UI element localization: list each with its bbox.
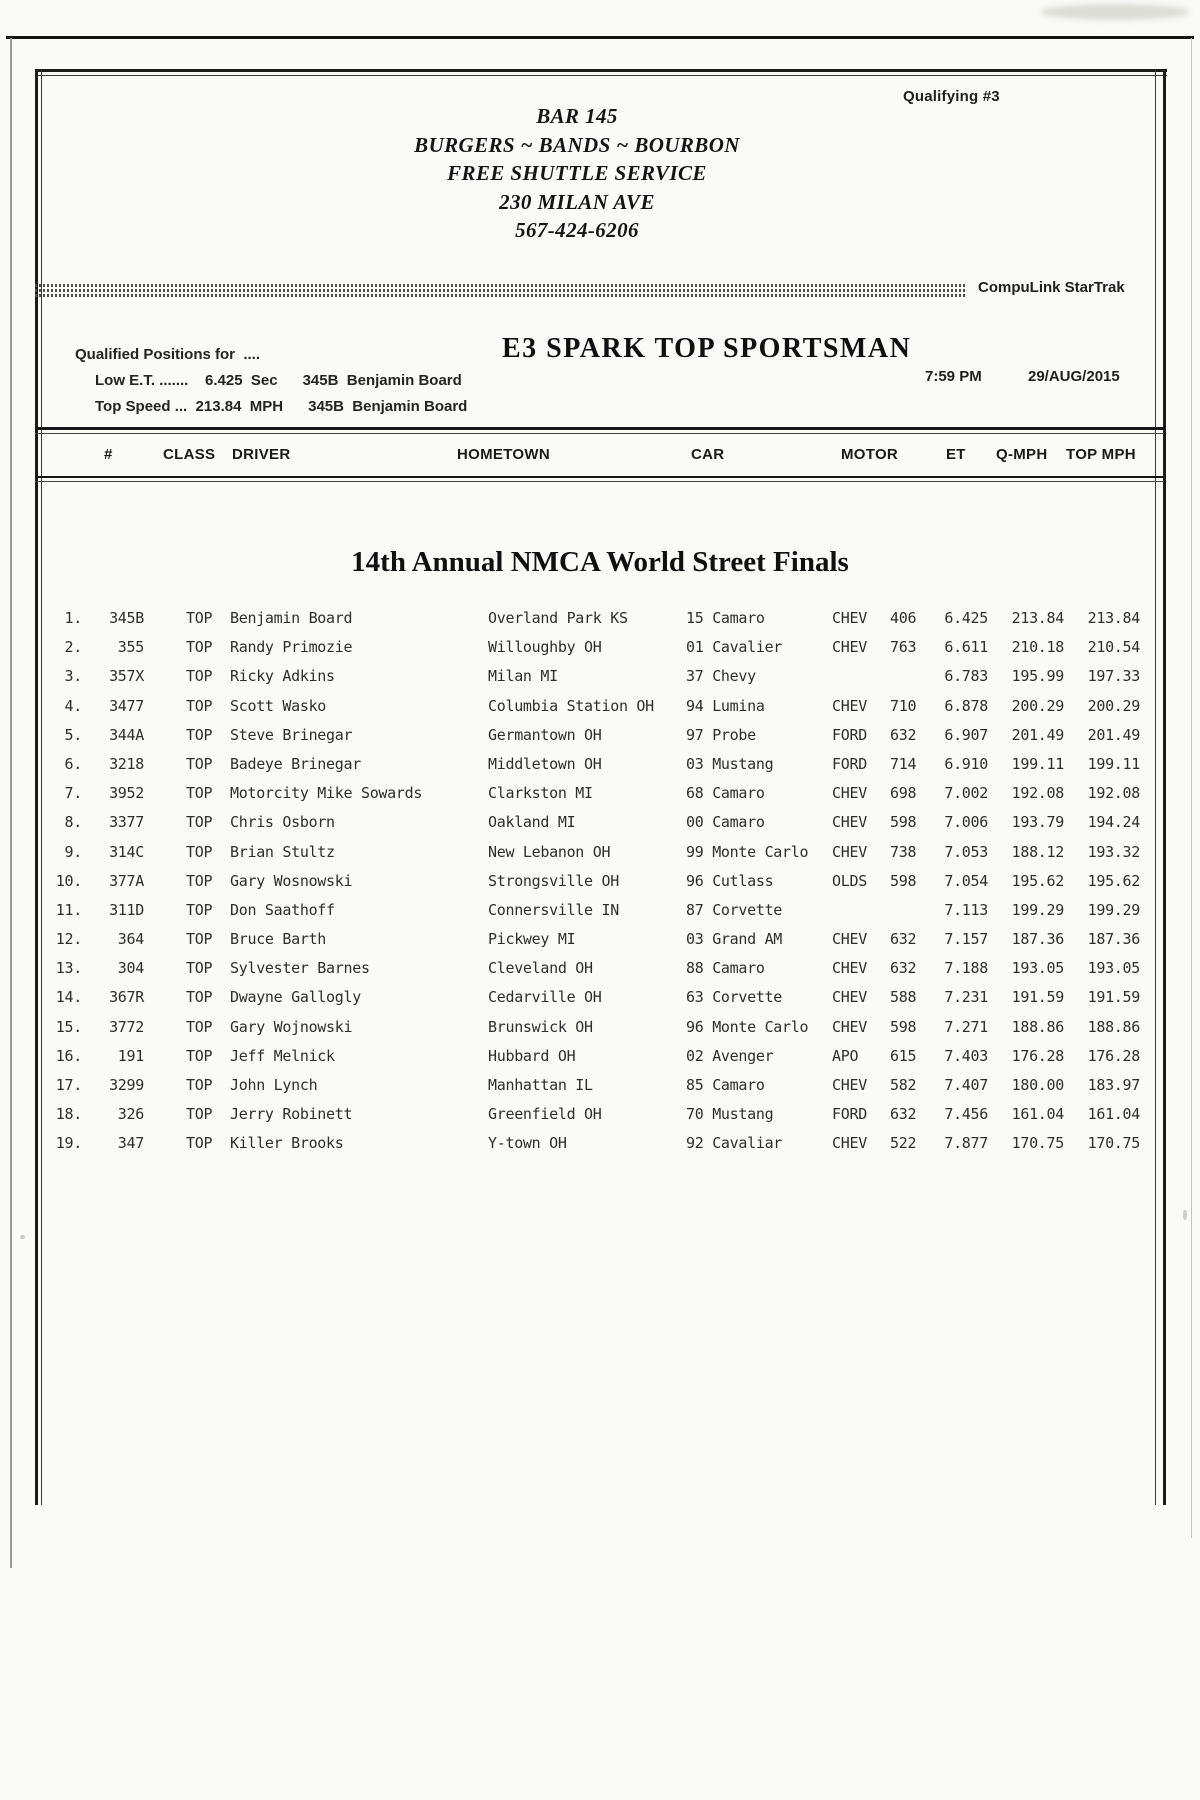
cell-make: CHEV xyxy=(832,959,867,978)
scan-edge-top xyxy=(6,36,1194,39)
cell-top: 183.97 xyxy=(1087,1076,1140,1094)
table-row xyxy=(40,1018,1140,1047)
cell-driver: Benjamin Board xyxy=(230,609,353,627)
cell-num: 326 xyxy=(117,1105,144,1124)
cell-car: 92 Cavaliar xyxy=(686,1134,783,1153)
cell-qmph: 213.84 xyxy=(1011,609,1064,627)
cell-hometown: Cedarville OH xyxy=(488,988,602,1007)
venue-name: BAR 145 xyxy=(536,104,618,128)
cell-hometown: Willoughby OH xyxy=(488,638,602,657)
event-title: 14th Annual NMCA World Street Finals xyxy=(351,546,849,578)
low-et-line: Low E.T. ....... 6.425 Sec 345B Benjamin Board xyxy=(95,372,462,389)
cell-qmph: 210.18 xyxy=(1011,638,1064,657)
cell-cls: TOP xyxy=(186,667,213,686)
cell-top: 176.28 xyxy=(1087,1046,1140,1065)
cell-car: 70 Mustang xyxy=(686,1105,774,1124)
cell-et: 7.188 xyxy=(944,959,988,978)
cell-hometown: Manhattan IL xyxy=(488,1076,593,1094)
cell-size: 632 xyxy=(890,930,917,949)
cell-make: CHEV xyxy=(832,609,867,627)
cell-driver: Jeff Melnick xyxy=(230,1046,335,1065)
scan-artifact xyxy=(1040,4,1190,20)
qualifying-session-label: Qualifying #3 xyxy=(903,88,1000,105)
cell-et: 6.910 xyxy=(944,754,988,773)
cell-cls: TOP xyxy=(186,638,213,657)
cell-qmph: 195.62 xyxy=(1011,871,1064,890)
cell-car: 96 Monte Carlo xyxy=(686,1017,809,1036)
scan-artifact xyxy=(20,1235,25,1239)
cell-top: 161.04 xyxy=(1087,1105,1140,1124)
cell-make: CHEV xyxy=(832,696,867,715)
cell-num: 367R xyxy=(109,988,144,1007)
col-header-qmph: Q-MPH xyxy=(996,446,1048,463)
col-header-et: ET xyxy=(946,446,966,463)
cell-size: 406 xyxy=(890,609,917,627)
cell-car: 15 Camaro xyxy=(686,609,765,627)
cell-size: 598 xyxy=(890,871,917,890)
cell-cls: TOP xyxy=(186,609,213,627)
cell-top: 188.86 xyxy=(1087,1017,1140,1036)
cell-num: 311D xyxy=(109,900,144,919)
table-row xyxy=(40,813,1140,842)
cell-size: 763 xyxy=(890,638,917,657)
cell-car: 88 Camaro xyxy=(686,959,765,978)
cell-top: 199.29 xyxy=(1087,900,1140,919)
cell-size: 632 xyxy=(890,725,917,744)
cell-cls: TOP xyxy=(186,784,213,803)
table-row xyxy=(40,1047,1140,1076)
cell-qmph: 201.49 xyxy=(1011,725,1064,744)
page-border-right xyxy=(1163,69,1166,1505)
cell-qmph: 192.08 xyxy=(1011,784,1064,803)
cell-cls: TOP xyxy=(186,900,213,919)
cell-hometown: Columbia Station OH xyxy=(488,696,654,715)
page-border-top-inner xyxy=(35,75,1167,76)
cell-driver: Badeye Brinegar xyxy=(230,754,361,773)
cell-size: 710 xyxy=(890,696,917,715)
venue-address: 230 MILAN AVE xyxy=(499,189,655,214)
cell-et: 7.456 xyxy=(944,1105,988,1124)
cell-car: 96 Cutlass xyxy=(686,871,774,890)
cell-top: 200.29 xyxy=(1087,696,1140,715)
cell-size: 588 xyxy=(890,988,917,1007)
cell-car: 97 Probe xyxy=(686,725,756,744)
cell-pos: 1. xyxy=(64,609,82,627)
cell-et: 7.053 xyxy=(944,842,988,861)
cell-cls: TOP xyxy=(186,959,213,978)
table-rule xyxy=(35,476,1164,478)
cell-hometown: Oakland MI xyxy=(488,813,576,832)
col-header-hometown: HOMETOWN xyxy=(457,446,550,463)
cell-make: CHEV xyxy=(832,784,867,803)
cell-top: 199.11 xyxy=(1087,754,1140,773)
results-rows xyxy=(40,609,1140,1164)
cell-size: 582 xyxy=(890,1076,917,1094)
cell-hometown: Milan MI xyxy=(488,667,558,686)
cell-hometown: Overland Park KS xyxy=(488,609,628,627)
cell-car: 63 Corvette xyxy=(686,988,783,1007)
cell-cls: TOP xyxy=(186,1134,213,1153)
table-row xyxy=(40,988,1140,1017)
venue-phone: 567-424-6206 xyxy=(515,218,639,242)
cell-car: 68 Camaro xyxy=(686,784,765,803)
cell-cls: TOP xyxy=(186,1105,213,1124)
cell-et: 6.611 xyxy=(944,638,988,657)
cell-top: 213.84 xyxy=(1087,609,1140,627)
table-row xyxy=(40,638,1140,667)
cell-driver: John Lynch xyxy=(230,1076,318,1094)
separator-dashes xyxy=(35,284,965,287)
cell-et: 6.878 xyxy=(944,696,988,715)
top-speed-line: Top Speed ... 213.84 MPH 345B Benjamin Board xyxy=(95,398,468,415)
cell-size xyxy=(888,667,942,696)
cell-hometown: Germantown OH xyxy=(488,725,602,744)
cell-size: 632 xyxy=(890,1105,917,1124)
print-date: 29/AUG/2015 xyxy=(1028,368,1120,385)
cell-qmph: 199.29 xyxy=(1011,900,1064,919)
cell-cls: TOP xyxy=(186,1046,213,1065)
cell-num: 304 xyxy=(117,959,144,978)
cell-hometown: Strongsville OH xyxy=(488,871,619,890)
section-label: Qualified Positions for .... xyxy=(75,346,261,363)
cell-pos: 2. xyxy=(64,638,82,657)
cell-driver: Steve Brinegar xyxy=(230,725,353,744)
cell-qmph: 176.28 xyxy=(1011,1046,1064,1065)
cell-hometown: Greenfield OH xyxy=(488,1105,602,1124)
cell-car: 37 Chevy xyxy=(686,667,756,686)
cell-hometown: Y-town OH xyxy=(488,1134,567,1153)
cell-driver: Ricky Adkins xyxy=(230,667,335,686)
cell-top: 210.54 xyxy=(1087,638,1140,657)
cell-num: 377A xyxy=(109,871,144,890)
cell-hometown: Pickwey MI xyxy=(488,930,576,949)
cell-driver: Sylvester Barnes xyxy=(230,959,370,978)
cell-pos: 11. xyxy=(55,900,82,919)
cell-cls: TOP xyxy=(186,1017,213,1036)
cell-make: FORD xyxy=(832,725,867,744)
table-row xyxy=(40,1105,1140,1134)
cell-cls: TOP xyxy=(186,725,213,744)
cell-size: 522 xyxy=(890,1134,917,1153)
cell-size: 698 xyxy=(890,784,917,803)
cell-cls: TOP xyxy=(186,754,213,773)
cell-qmph: 187.36 xyxy=(1011,930,1064,949)
cell-pos: 8. xyxy=(64,813,82,832)
cell-car: 02 Avenger xyxy=(686,1046,774,1065)
cell-qmph: 193.05 xyxy=(1011,959,1064,978)
cell-hometown: Cleveland OH xyxy=(488,959,593,978)
cell-pos: 3. xyxy=(64,667,82,686)
separator-dashes xyxy=(35,289,965,292)
cell-cls: TOP xyxy=(186,988,213,1007)
cell-cls: TOP xyxy=(186,871,213,890)
table-row xyxy=(40,843,1140,872)
cell-hometown: Clarkston MI xyxy=(488,784,593,803)
cell-make: OLDS xyxy=(832,871,867,890)
cell-pos: 10. xyxy=(55,871,82,890)
cell-top: 193.05 xyxy=(1087,959,1140,978)
cell-num: 357X xyxy=(109,667,144,686)
venue-service: FREE SHUTTLE SERVICE xyxy=(447,161,707,185)
cell-hometown: Middletown OH xyxy=(488,754,602,773)
col-header-car: CAR xyxy=(691,446,725,463)
cell-top: 187.36 xyxy=(1087,930,1140,949)
table-row xyxy=(40,697,1140,726)
cell-cls: TOP xyxy=(186,696,213,715)
cell-qmph: 191.59 xyxy=(1011,988,1064,1007)
cell-qmph: 195.99 xyxy=(1011,667,1064,686)
cell-car: 03 Grand AM xyxy=(686,930,783,949)
cell-car: 00 Camaro xyxy=(686,813,765,832)
cell-et: 7.271 xyxy=(944,1017,988,1036)
cell-make: CHEV xyxy=(832,638,867,657)
venue-tagline: BURGERS ~ BANDS ~ BOURBON xyxy=(414,132,740,157)
cell-qmph: 161.04 xyxy=(1011,1105,1064,1124)
cell-qmph: 199.11 xyxy=(1011,754,1064,773)
print-time: 7:59 PM xyxy=(925,368,982,385)
table-row xyxy=(40,784,1140,813)
col-header-motor: MOTOR xyxy=(841,446,899,463)
cell-et: 7.002 xyxy=(944,784,988,803)
cell-pos: 16. xyxy=(55,1046,82,1065)
class-title: E3 SPARK TOP SPORTSMAN xyxy=(502,333,912,364)
cell-hometown: Hubbard OH xyxy=(488,1046,576,1065)
cell-hometown: Connersville IN xyxy=(488,900,619,919)
cell-driver: Motorcity Mike Sowards xyxy=(230,784,423,803)
cell-cls: TOP xyxy=(186,842,213,861)
cell-et: 7.157 xyxy=(944,930,988,949)
cell-top: 194.24 xyxy=(1087,813,1140,832)
cell-pos: 6. xyxy=(64,754,82,773)
col-header-class: CLASS xyxy=(163,446,216,463)
scan-artifact xyxy=(1183,1210,1187,1220)
col-header-number: # xyxy=(104,446,113,463)
cell-make: CHEV xyxy=(832,930,867,949)
cell-qmph: 200.29 xyxy=(1011,696,1064,715)
cell-top: 191.59 xyxy=(1087,988,1140,1007)
cell-hometown: New Lebanon OH xyxy=(488,842,611,861)
cell-make: CHEV xyxy=(832,842,867,861)
cell-num: 355 xyxy=(117,638,144,657)
cell-num: 191 xyxy=(117,1046,144,1065)
cell-top: 193.32 xyxy=(1087,842,1140,861)
cell-cls: TOP xyxy=(186,930,213,949)
cell-qmph: 188.86 xyxy=(1011,1017,1064,1036)
cell-top: 195.62 xyxy=(1087,871,1140,890)
table-row xyxy=(40,726,1140,755)
cell-make: CHEV xyxy=(832,813,867,832)
separator-dashes xyxy=(35,294,965,297)
cell-car: 94 Lumina xyxy=(686,696,765,715)
table-row xyxy=(40,609,1140,638)
cell-pos: 14. xyxy=(55,988,82,1007)
cell-et: 7.054 xyxy=(944,871,988,890)
cell-driver: Bruce Barth xyxy=(230,930,327,949)
col-header-topmph: TOP MPH xyxy=(1066,446,1136,463)
cell-top: 201.49 xyxy=(1087,725,1140,744)
cell-num: 344A xyxy=(109,725,144,744)
cell-make: CHEV xyxy=(832,1134,867,1153)
cell-driver: Killer Brooks xyxy=(230,1134,344,1153)
cell-et: 7.231 xyxy=(944,988,988,1007)
cell-make: CHEV xyxy=(832,1017,867,1036)
cell-make xyxy=(832,667,888,696)
cell-driver: Gary Wosnowski xyxy=(230,871,353,890)
cell-size: 598 xyxy=(890,1017,917,1036)
page-border-top xyxy=(35,69,1167,72)
cell-size: 632 xyxy=(890,959,917,978)
cell-driver: Randy Primozie xyxy=(230,638,353,657)
timing-system-brand: CompuLink StarTrak xyxy=(978,279,1125,296)
cell-et: 6.907 xyxy=(944,725,988,744)
cell-make: CHEV xyxy=(832,1076,867,1094)
col-header-driver: DRIVER xyxy=(232,446,291,463)
cell-size: 714 xyxy=(890,754,917,773)
cell-top: 192.08 xyxy=(1087,784,1140,803)
cell-top: 197.33 xyxy=(1087,667,1140,686)
table-row xyxy=(40,755,1140,784)
cell-et: 6.425 xyxy=(944,609,988,627)
cell-pos: 18. xyxy=(55,1105,82,1124)
cell-num: 3952 xyxy=(109,784,144,803)
cell-make: APO xyxy=(832,1046,859,1065)
cell-car: 87 Corvette xyxy=(686,900,783,919)
cell-et: 7.113 xyxy=(944,900,988,919)
table-rule xyxy=(35,481,1164,482)
cell-make: FORD xyxy=(832,1105,867,1124)
cell-pos: 7. xyxy=(64,784,82,803)
table-row xyxy=(40,959,1140,988)
cell-num: 345B xyxy=(109,609,144,627)
cell-num: 314C xyxy=(109,842,144,861)
table-row xyxy=(40,667,1140,696)
cell-size: 738 xyxy=(890,842,917,861)
table-row xyxy=(40,1134,1140,1163)
cell-car: 01 Cavalier xyxy=(686,638,783,657)
cell-car: 03 Mustang xyxy=(686,754,774,773)
cell-size: 615 xyxy=(890,1046,917,1065)
table-row xyxy=(40,872,1140,901)
cell-pos: 13. xyxy=(55,959,82,978)
cell-make: FORD xyxy=(832,754,867,773)
cell-driver: Gary Wojnowski xyxy=(230,1017,353,1036)
cell-top: 170.75 xyxy=(1087,1134,1140,1153)
cell-num: 3299 xyxy=(109,1076,144,1094)
page-border-right-inner xyxy=(1155,69,1156,1505)
cell-make: CHEV xyxy=(832,988,867,1007)
cell-pos: 15. xyxy=(55,1017,82,1036)
cell-car: 85 Camaro xyxy=(686,1076,765,1094)
cell-hometown: Brunswick OH xyxy=(488,1017,593,1036)
cell-qmph: 180.00 xyxy=(1011,1076,1064,1094)
cell-et: 7.006 xyxy=(944,813,988,832)
table-row xyxy=(40,901,1140,930)
cell-pos: 12. xyxy=(55,930,82,949)
cell-pos: 19. xyxy=(55,1134,82,1153)
cell-driver: Scott Wasko xyxy=(230,696,327,715)
cell-driver: Brian Stultz xyxy=(230,842,335,861)
scan-edge-right xyxy=(1191,38,1192,1538)
cell-num: 3377 xyxy=(109,813,144,832)
cell-driver: Dwayne Gallogly xyxy=(230,988,361,1007)
cell-qmph: 188.12 xyxy=(1011,842,1064,861)
cell-qmph: 170.75 xyxy=(1011,1134,1064,1153)
table-row xyxy=(40,930,1140,959)
cell-num: 364 xyxy=(117,930,144,949)
cell-size: 598 xyxy=(890,813,917,832)
cell-num: 347 xyxy=(117,1134,144,1153)
cell-cls: TOP xyxy=(186,813,213,832)
cell-car: 99 Monte Carlo xyxy=(686,842,809,861)
table-rule xyxy=(35,427,1164,430)
cell-num: 3772 xyxy=(109,1017,144,1036)
cell-et: 7.877 xyxy=(944,1134,988,1153)
cell-cls: TOP xyxy=(186,1076,213,1094)
cell-pos: 17. xyxy=(55,1076,82,1094)
table-rule xyxy=(35,433,1164,434)
cell-size xyxy=(888,901,942,930)
cell-et: 6.783 xyxy=(944,667,988,686)
cell-num: 3218 xyxy=(109,754,144,773)
cell-driver: Jerry Robinett xyxy=(230,1105,353,1124)
cell-make xyxy=(832,901,888,930)
cell-pos: 9. xyxy=(64,842,82,861)
cell-et: 7.403 xyxy=(944,1046,988,1065)
cell-num: 3477 xyxy=(109,696,144,715)
cell-qmph: 193.79 xyxy=(1011,813,1064,832)
cell-driver: Chris Osborn xyxy=(230,813,335,832)
table-row xyxy=(40,1076,1140,1105)
cell-pos: 5. xyxy=(64,725,82,744)
cell-driver: Don Saathoff xyxy=(230,900,335,919)
scan-edge-left xyxy=(10,38,12,1568)
venue-ad-block xyxy=(277,102,877,245)
cell-pos: 4. xyxy=(64,696,82,715)
cell-et: 7.407 xyxy=(944,1076,988,1094)
